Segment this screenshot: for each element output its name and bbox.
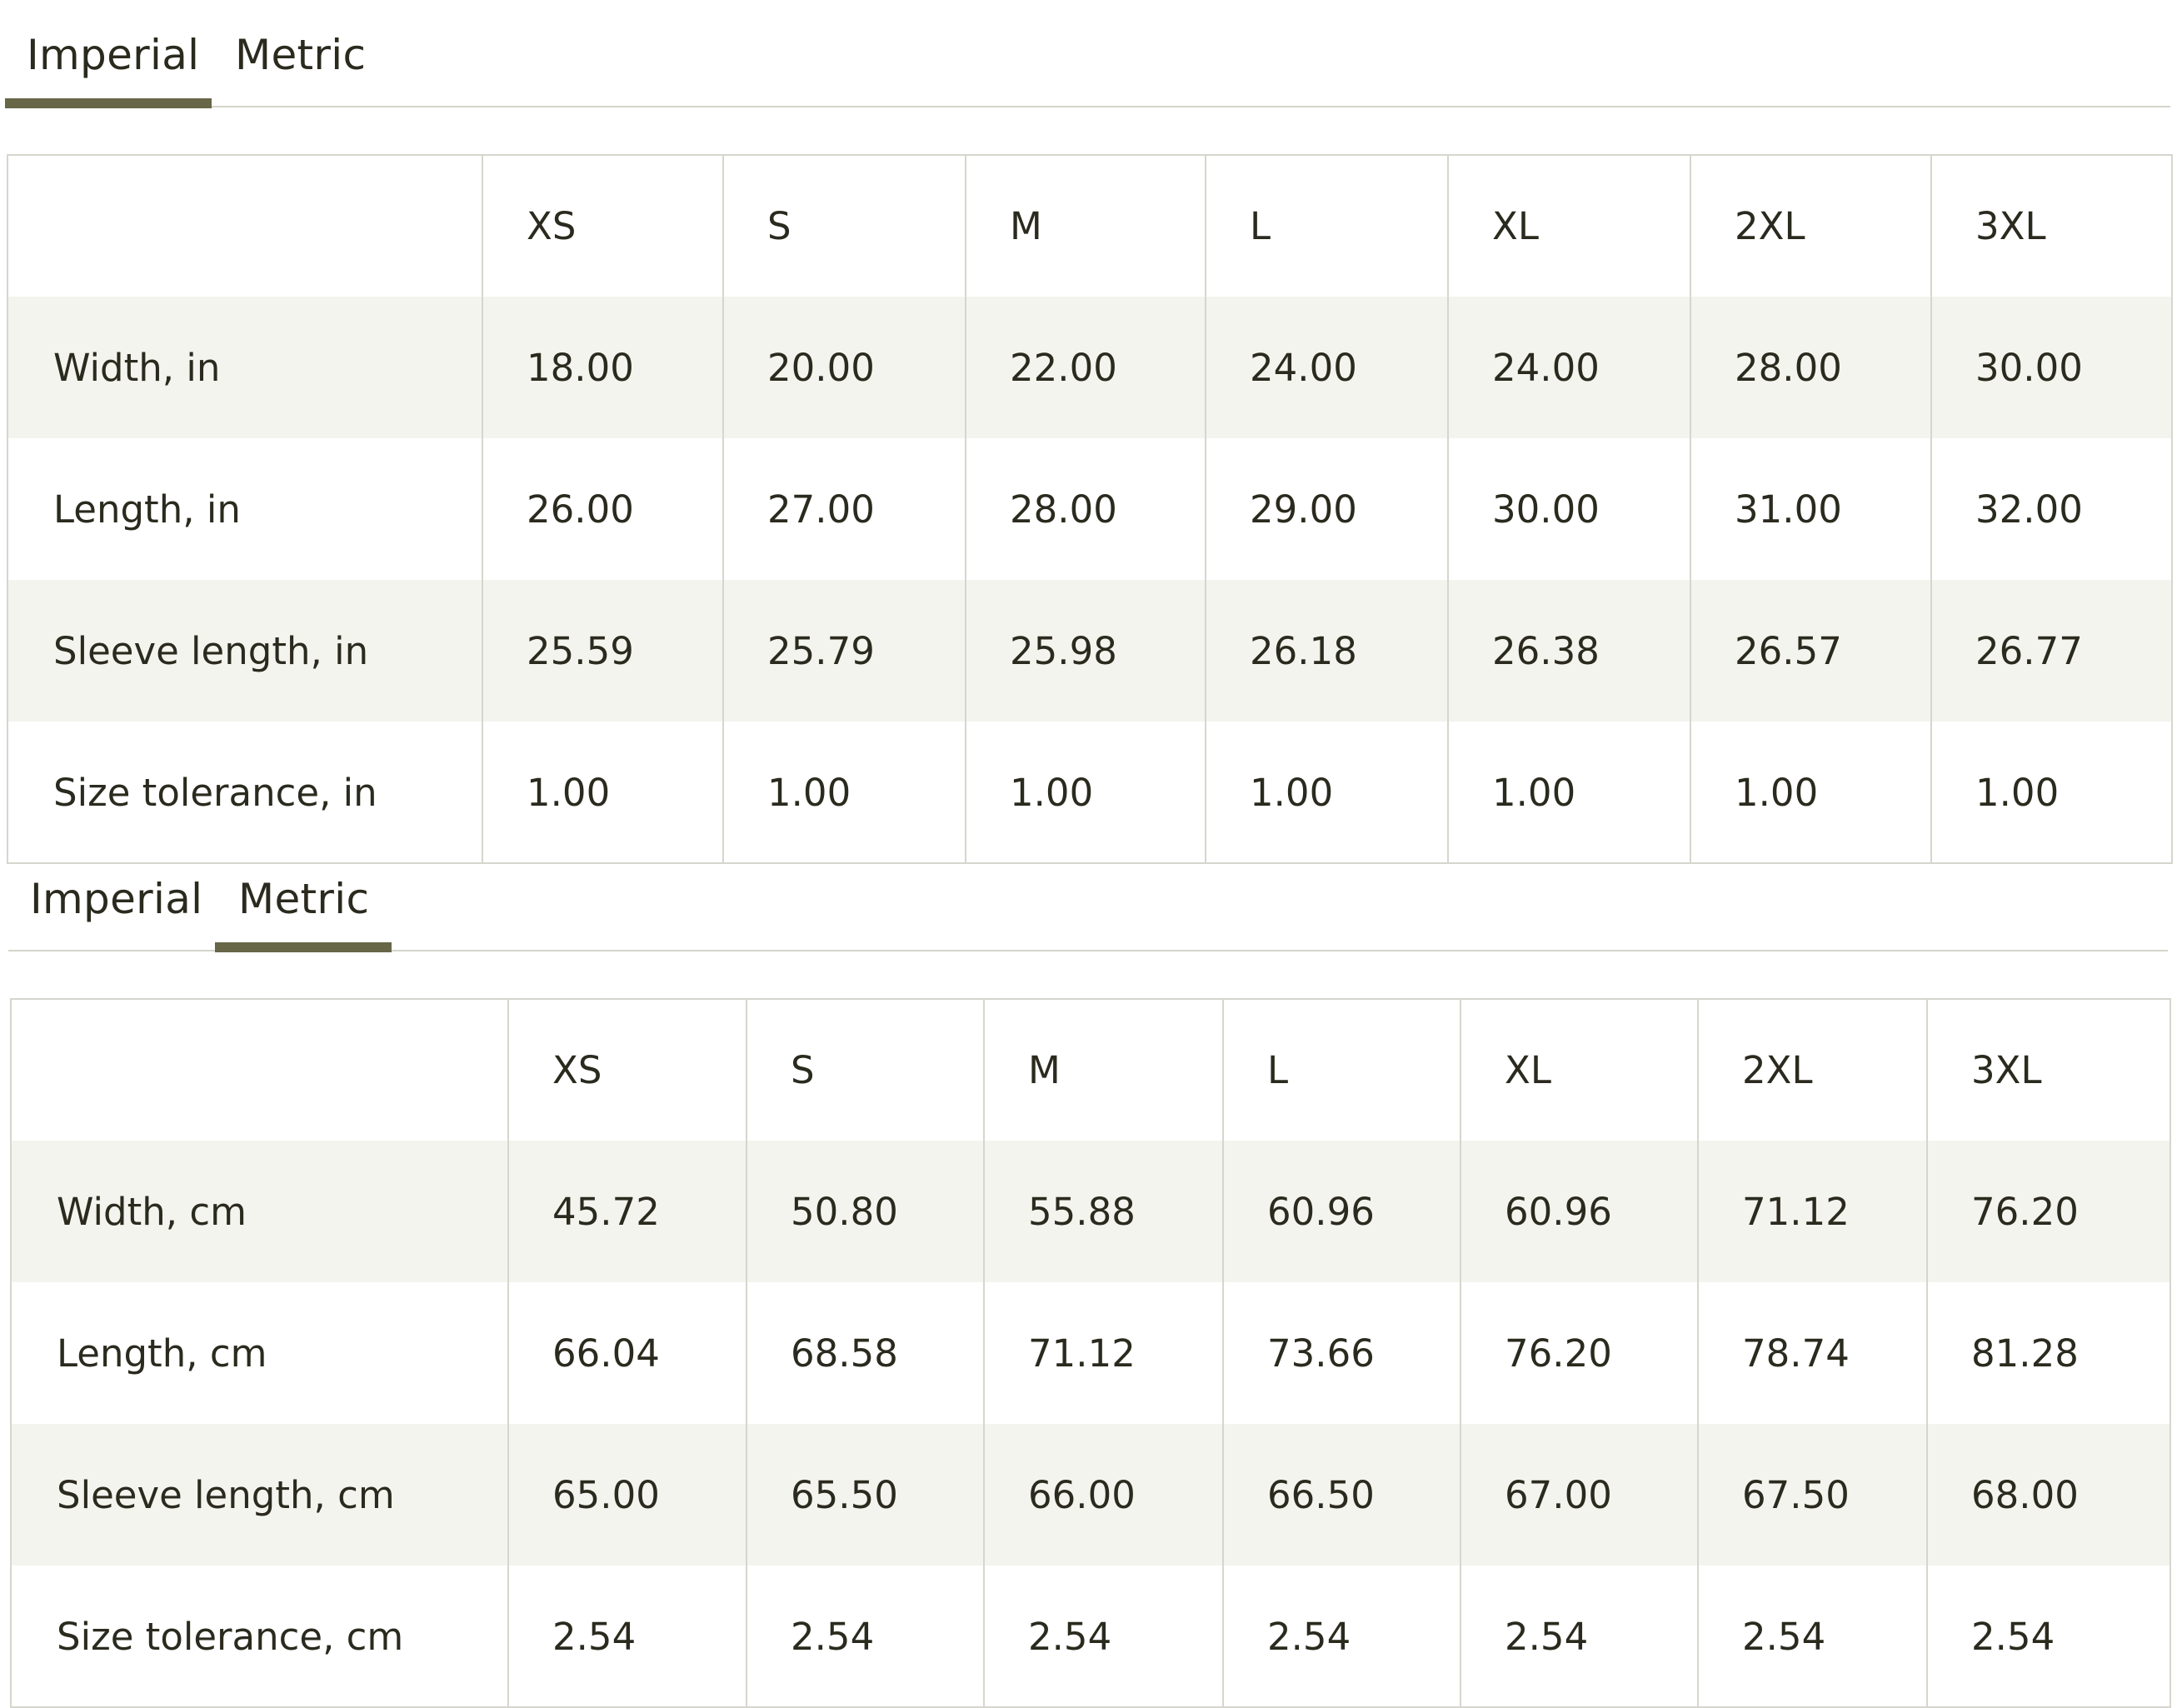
table-cell: 29.00	[1206, 438, 1448, 580]
table-cell: 60.96	[1460, 1141, 1698, 1282]
table-cell: 28.00	[966, 438, 1206, 580]
size-header: 3XL	[1931, 155, 2172, 297]
table-cell: 1.00	[1448, 722, 1690, 863]
table-cell: 24.00	[1206, 297, 1448, 438]
table-row	[11, 1141, 2170, 1282]
row-label: Width, cm	[11, 1141, 508, 1282]
table-cell: 68.58	[746, 1282, 984, 1424]
table-row	[7, 297, 2172, 438]
table-row	[11, 1566, 2170, 1707]
tab-metric[interactable]: Metric	[238, 875, 370, 923]
table-row	[7, 580, 2172, 722]
table-cell: 26.00	[482, 438, 723, 580]
size-header: XS	[482, 155, 723, 297]
size-header: M	[984, 999, 1223, 1141]
size-table	[7, 154, 2173, 864]
row-label: Sleeve length, in	[7, 580, 482, 722]
row-label: Width, in	[7, 297, 482, 438]
tab-imperial[interactable]: Imperial	[30, 875, 203, 923]
table-cell: 30.00	[1931, 297, 2172, 438]
size-header: M	[966, 155, 1206, 297]
table-cell: 78.74	[1698, 1282, 1927, 1424]
table-cell: 2.54	[746, 1566, 984, 1707]
table-cell: 2.54	[508, 1566, 746, 1707]
table-cell: 76.20	[1927, 1141, 2170, 1282]
size-header: L	[1223, 999, 1460, 1141]
table-cell: 1.00	[1931, 722, 2172, 863]
table-cell: 76.20	[1460, 1282, 1698, 1424]
size-header: XL	[1448, 155, 1690, 297]
row-label: Size tolerance, cm	[11, 1566, 508, 1707]
table-row	[11, 1282, 2170, 1424]
table-cell: 68.00	[1927, 1424, 2170, 1566]
unit-tabs	[0, 0, 2177, 110]
table-cell: 67.50	[1698, 1424, 1927, 1566]
table-cell: 66.00	[984, 1424, 1223, 1566]
table-cell: 1.00	[1690, 722, 1931, 863]
tab-metric[interactable]: Metric	[235, 31, 367, 79]
table-cell: 26.57	[1690, 580, 1931, 722]
table-cell: 18.00	[482, 297, 723, 438]
table-cell: 65.00	[508, 1424, 746, 1566]
table-cell: 2.54	[984, 1566, 1223, 1707]
table-cell: 22.00	[966, 297, 1206, 438]
size-header: 2XL	[1690, 155, 1931, 297]
row-label: Size tolerance, in	[7, 722, 482, 863]
table-cell: 67.00	[1460, 1424, 1698, 1566]
table-cell: 73.66	[1223, 1282, 1460, 1424]
table-cell: 31.00	[1690, 438, 1931, 580]
row-label: Length, cm	[11, 1282, 508, 1424]
table-cell: 26.77	[1931, 580, 2172, 722]
table-cell: 26.38	[1448, 580, 1690, 722]
table-cell: 66.50	[1223, 1424, 1460, 1566]
table-cell: 50.80	[746, 1141, 984, 1282]
row-label: Sleeve length, cm	[11, 1424, 508, 1566]
size-header: 2XL	[1698, 999, 1927, 1141]
table-cell: 27.00	[723, 438, 966, 580]
table-cell: 32.00	[1931, 438, 2172, 580]
table-cell: 1.00	[723, 722, 966, 863]
table-cell: 2.54	[1927, 1566, 2170, 1707]
table-header-row	[11, 999, 2170, 1141]
table-cell: 25.59	[482, 580, 723, 722]
tab-divider	[7, 106, 2170, 107]
table-cell: 30.00	[1448, 438, 1690, 580]
active-tab-indicator	[5, 98, 212, 108]
unit-tabs	[0, 844, 2177, 954]
table-header-row	[7, 155, 2172, 297]
table-cell: 65.50	[746, 1424, 984, 1566]
table-cell: 81.28	[1927, 1282, 2170, 1424]
table-cell: 66.04	[508, 1282, 746, 1424]
active-tab-indicator	[215, 942, 392, 952]
size-header: XL	[1460, 999, 1698, 1141]
row-label: Length, in	[7, 438, 482, 580]
table-cell: 55.88	[984, 1141, 1223, 1282]
table-cell: 26.18	[1206, 580, 1448, 722]
table-cell: 1.00	[1206, 722, 1448, 863]
table-cell: 24.00	[1448, 297, 1690, 438]
size-table	[10, 998, 2171, 1708]
size-header: 3XL	[1927, 999, 2170, 1141]
table-cell: 2.54	[1223, 1566, 1460, 1707]
table-cell: 1.00	[482, 722, 723, 863]
table-cell: 1.00	[966, 722, 1206, 863]
table-cell: 71.12	[1698, 1141, 1927, 1282]
size-header: S	[723, 155, 966, 297]
size-header: S	[746, 999, 984, 1141]
table-row	[11, 1424, 2170, 1566]
tab-imperial[interactable]: Imperial	[27, 31, 200, 79]
table-cell: 71.12	[984, 1282, 1223, 1424]
table-cell: 20.00	[723, 297, 966, 438]
table-row	[7, 722, 2172, 863]
table-cell: 25.79	[723, 580, 966, 722]
table-cell: 60.96	[1223, 1141, 1460, 1282]
table-cell: 45.72	[508, 1141, 746, 1282]
size-header: XS	[508, 999, 746, 1141]
table-cell: 25.98	[966, 580, 1206, 722]
size-header: L	[1206, 155, 1448, 297]
header-empty-cell	[11, 999, 508, 1141]
table-cell: 28.00	[1690, 297, 1931, 438]
header-empty-cell	[7, 155, 482, 297]
table-row	[7, 438, 2172, 580]
table-cell: 2.54	[1698, 1566, 1927, 1707]
table-cell: 2.54	[1460, 1566, 1698, 1707]
